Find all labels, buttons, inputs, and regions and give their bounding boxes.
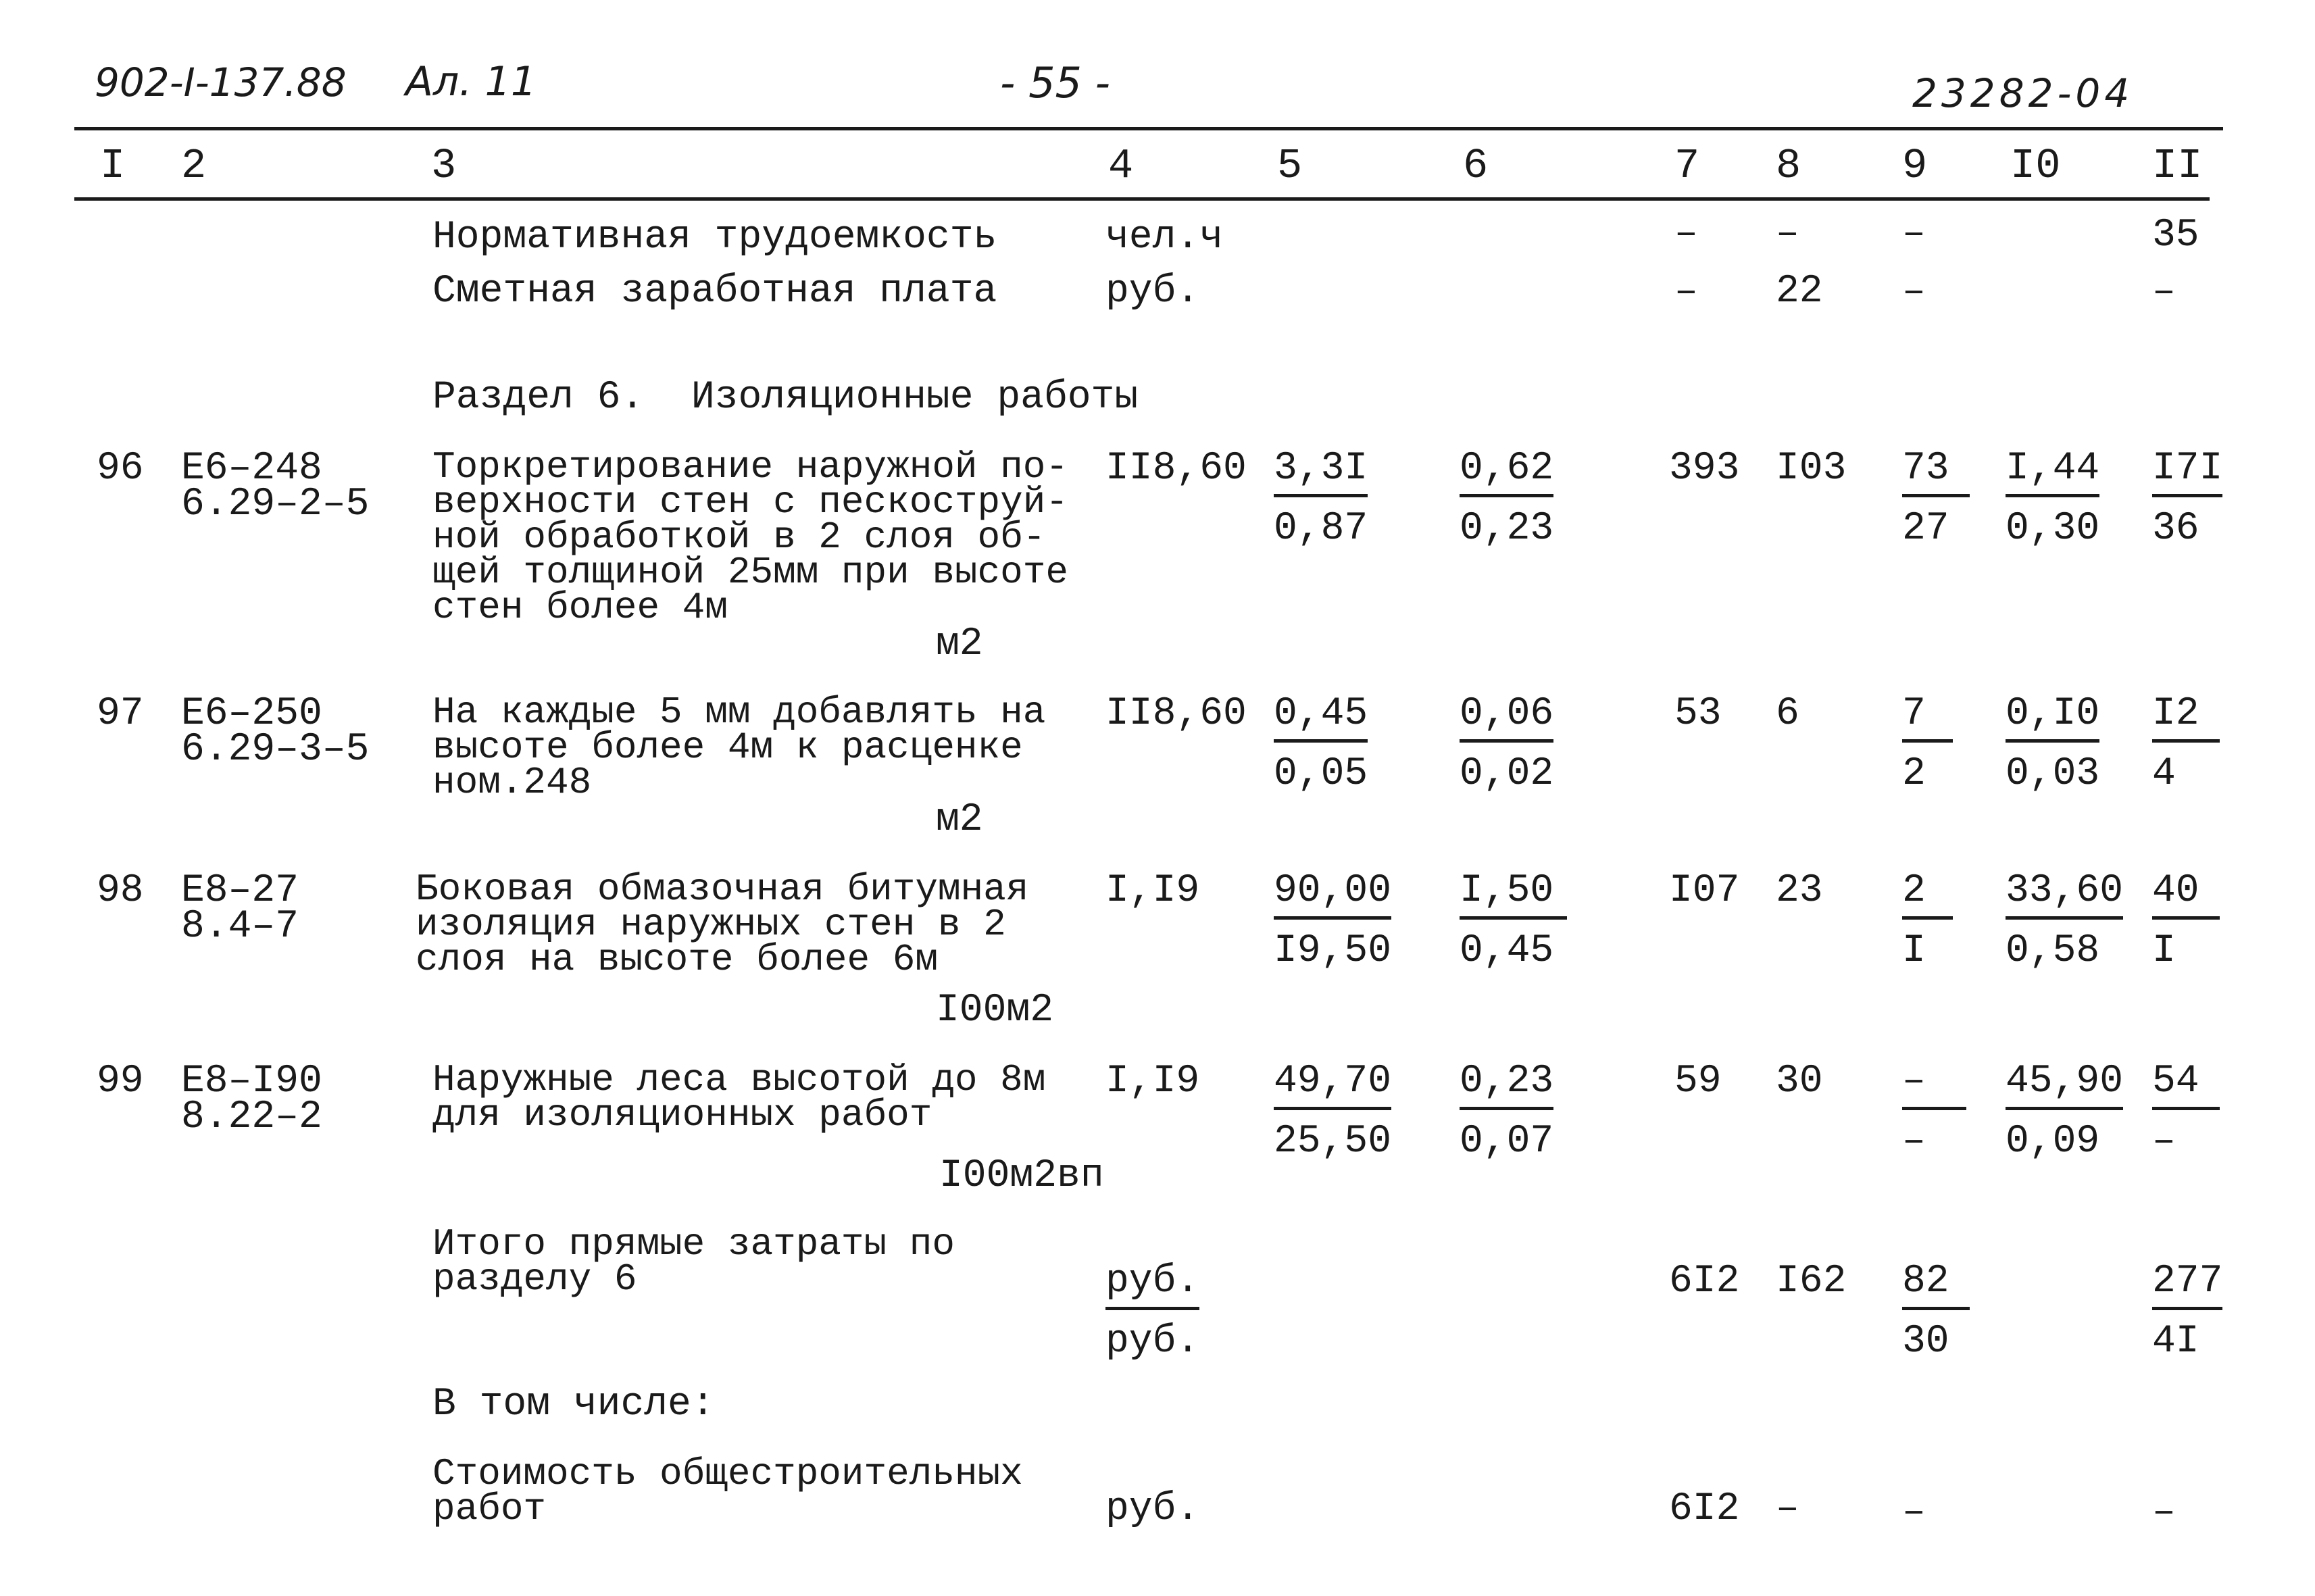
total-c9 [1902,1262,1970,1362]
total-unit-bottom: руб. [1105,1320,1200,1364]
row-c6 [1460,449,1553,549]
doc-code: 902-I-137.88 [95,59,347,105]
wage-c8: 22 [1776,270,1823,314]
c10-top: 45,90 [2006,1062,2123,1110]
c9-bottom: 27 [1902,507,1949,551]
row-c8: I03 [1776,447,1847,491]
total-c9-top: 82 [1902,1262,1970,1310]
row-code: Е6–248 [181,447,322,491]
row-c10 [2006,449,2099,549]
row-unit: м2 [936,622,983,666]
c10-top: I,44 [2006,449,2099,497]
row-code-secondary: 8.22–2 [181,1095,322,1139]
c9-top: 2 [1902,872,1953,920]
c10-top: 33,60 [2006,872,2123,920]
row-unit: I00м2 [936,989,1054,1032]
row-unit: м2 [936,798,983,842]
labor-label: Нормативная трудоемкость [432,216,997,259]
row-quantity: II8,60 [1105,447,1247,491]
row-c5 [1274,1059,1392,1164]
c5-top: 3,3I [1274,449,1368,497]
row-number: 99 [97,1059,144,1103]
row-code: Е6–250 [181,692,322,736]
c9-top: 73 [1902,449,1970,497]
total-c8: I62 [1776,1260,1847,1303]
row-c9 [1902,692,1953,796]
row-code-secondary: 8.4–7 [181,905,299,949]
row-description: Наружные леса высотой до 8м для изоляционных работ [432,1058,1046,1137]
c6-bottom: 0,23 [1460,507,1554,551]
c6-top: 0,23 [1460,1062,1553,1110]
row-c11 [2152,869,2220,973]
c11-top: I2 [2152,695,2220,743]
c5-top: 0,45 [1274,695,1368,743]
row-c7: 393 [1669,447,1740,491]
row-code: Е8–I90 [181,1059,322,1103]
row-quantity: I,I9 [1105,869,1200,913]
general-cost-c8: – [1776,1487,1799,1531]
row-description: Боковая обмазочная битумная изоляция наружных стен в 2 слоя на высоте более 6м [416,868,1029,981]
row-c11 [2152,692,2220,796]
col-header-9: 9 [1902,142,1928,190]
general-cost-c11: – [2152,1491,2176,1535]
labor-unit: чел.ч [1105,216,1224,259]
section-title: Раздел 6. Изоляционные работы [432,376,1139,420]
total-c11-top: 277 [2152,1262,2222,1310]
col-header-6: 6 [1463,142,1489,190]
row-code: Е8–27 [181,869,299,913]
c10-bottom: 0,30 [2006,507,2100,551]
labor-c8: – [1776,212,1799,256]
col-header-11: II [2152,142,2203,190]
c11-top: 54 [2152,1062,2220,1110]
row-c9 [1902,869,1953,973]
header-rule-top [74,127,2223,130]
row-c9 [1902,449,1970,549]
doc-number: 23282-04 [1912,70,2134,116]
labor-c11: 35 [2152,214,2199,257]
general-cost-c7: 6I2 [1669,1487,1740,1531]
row-c8: 23 [1776,869,1823,913]
total-unit [1105,1262,1199,1362]
c10-bottom: 0,03 [2006,752,2100,796]
total-c11 [2152,1262,2222,1362]
row-description: Торкретирование наружной по- верхности стен с пескоструй- ной обработкой в 2 слоя об- щей толщиной 25мм при высоте стен более 4м [432,445,1068,629]
c9-bottom: 2 [1902,752,1926,796]
c9-bottom: – [1902,1120,1926,1164]
row-quantity: II8,60 [1105,692,1247,736]
c6-bottom: 0,02 [1460,752,1554,796]
wage-label: Сметная заработная плата [432,270,997,314]
c11-bottom: 4 [2152,752,2176,796]
col-header-7: 7 [1674,142,1700,190]
general-cost-c9: – [1902,1491,1926,1535]
including-label: В том числе: [432,1382,715,1426]
c10-bottom: 0,09 [2006,1120,2100,1164]
row-c10 [2006,869,2124,973]
row-c11 [2152,1059,2220,1164]
c9-bottom: I [1902,929,1926,973]
row-c8: 6 [1776,692,1799,736]
c11-bottom: 36 [2152,507,2199,551]
row-c5 [1274,692,1368,796]
row-c10 [2006,692,2100,796]
col-header-4: 4 [1108,142,1134,190]
row-description: На каждые 5 мм добавлять на высоте более 4м к расценке ном.248 [432,691,1046,804]
total-label: Итого прямые затраты по разделу 6 [432,1222,955,1301]
page-number: - 55 - [1000,58,1111,107]
sheet-label: Ал. 11 [405,58,537,105]
c9-top: 7 [1902,695,1953,743]
total-c7: 6I2 [1669,1260,1740,1303]
row-code-secondary: 6.29–2–5 [181,482,370,526]
general-cost-unit: руб. [1105,1487,1200,1531]
row-c10 [2006,1059,2124,1164]
row-c6 [1460,1059,1554,1164]
row-c5 [1274,869,1392,973]
total-c11-bottom: 4I [2152,1320,2199,1364]
row-number: 96 [97,447,144,491]
row-c5 [1274,449,1368,549]
c11-top: I7I [2152,449,2222,497]
row-c7: 53 [1674,692,1722,736]
col-header-3: 3 [431,142,457,190]
header-rule-bottom [74,197,2210,201]
c6-top: 0,62 [1460,449,1553,497]
c6-bottom: 0,07 [1460,1120,1554,1164]
row-unit: I00м2вп [939,1154,1104,1198]
row-c6 [1460,692,1554,796]
c11-top: 40 [2152,872,2220,920]
wage-unit: руб. [1105,270,1200,314]
col-header-10: I0 [2010,142,2061,190]
row-number: 97 [97,692,144,736]
row-c11 [2152,449,2222,549]
col-header-2: 2 [181,142,207,190]
c6-top: I,50 [1460,872,1567,920]
row-c8: 30 [1776,1059,1823,1103]
labor-c7: – [1674,212,1698,256]
c6-bottom: 0,45 [1460,929,1554,973]
c5-top: 49,70 [1274,1062,1391,1110]
row-c7: 59 [1674,1059,1722,1103]
row-quantity: I,I9 [1105,1059,1200,1103]
c5-bottom: 0,05 [1274,752,1368,796]
c5-bottom: 0,87 [1274,507,1368,551]
c5-bottom: 25,50 [1274,1120,1392,1164]
c10-bottom: 0,58 [2006,929,2100,973]
row-c9 [1902,1059,1966,1164]
col-header-5: 5 [1277,142,1303,190]
total-unit-top: руб. [1105,1262,1199,1310]
c5-top: 90,00 [1274,872,1391,920]
general-cost-label: Стоимость общестроительных работ [432,1452,1023,1530]
c11-bottom: – [2152,1120,2176,1164]
col-header-8: 8 [1776,142,1801,190]
col-header-1: I [100,142,126,190]
labor-c9: – [1902,212,1926,256]
wage-c7: – [1674,270,1698,314]
c6-top: 0,06 [1460,695,1553,743]
row-c6 [1460,869,1567,973]
wage-c11: – [2152,270,2176,314]
c5-bottom: I9,50 [1274,929,1392,973]
wage-c9: – [1902,270,1926,314]
row-c7: I07 [1669,869,1740,913]
c10-top: 0,I0 [2006,695,2099,743]
row-code-secondary: 6.29–3–5 [181,728,370,772]
total-c9-bottom: 30 [1902,1320,1949,1364]
c9-top: – [1902,1062,1966,1110]
row-number: 98 [97,869,144,913]
c11-bottom: I [2152,929,2176,973]
